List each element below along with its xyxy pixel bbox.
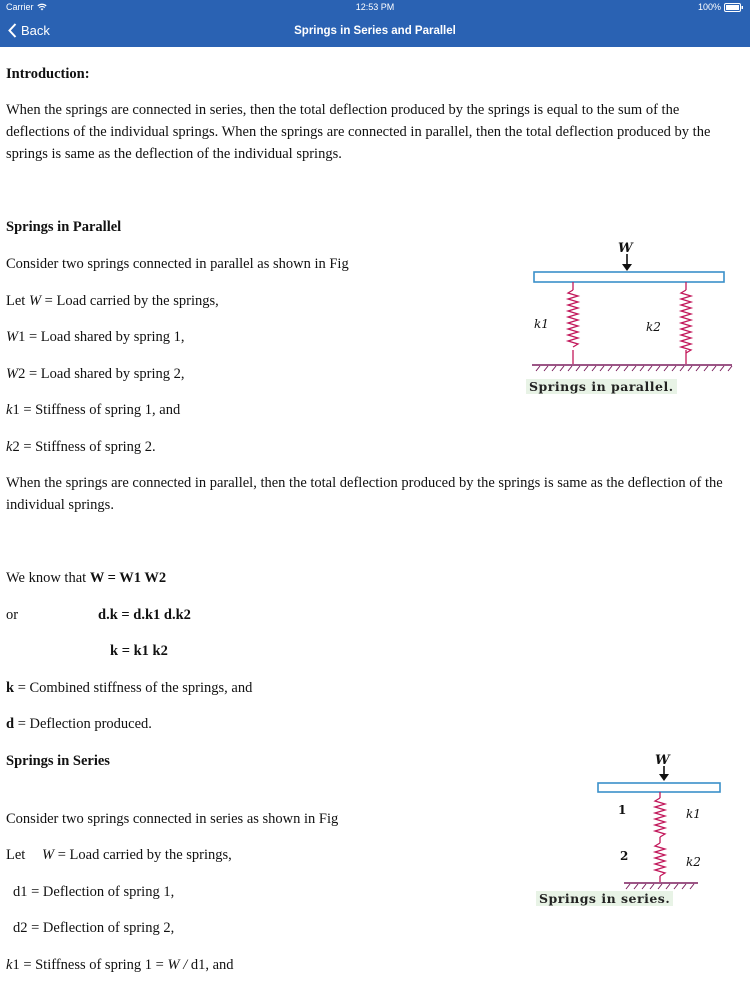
back-button[interactable]	[8, 14, 50, 47]
series-k1-label: k1	[686, 807, 701, 821]
series-line-w: LetW = Load carried by the springs,	[6, 847, 232, 863]
spring-k1	[655, 798, 665, 837]
spring-k1	[568, 282, 578, 364]
series-k2-label: k2	[686, 855, 701, 869]
parallel-line-k1: k1 = Stiffness of spring 1, and	[6, 402, 181, 418]
parallel-note: When the springs are connected in parallel, then the total deflection produced by the springs is same as the deflection of the individual springs.	[6, 475, 723, 513]
battery-percent: 100%	[697, 2, 721, 12]
series-heading: Springs in Series	[6, 752, 110, 769]
parallel-eq1: We know that W = W1 W2	[6, 570, 167, 586]
parallel-k1-label: k1	[534, 317, 549, 331]
parallel-def-k: k = Combined stiffness of the springs, and	[6, 679, 253, 696]
page-title: Springs in Series and Parallel	[294, 24, 456, 37]
series-figure-caption: Springs in series.	[536, 891, 673, 906]
series-line-d1: d1 = Deflection of spring 1,	[13, 883, 175, 900]
spring-k2	[655, 843, 665, 876]
series-springs-figure	[536, 750, 748, 910]
spring-k2	[681, 282, 691, 364]
parallel-load-label: W	[618, 241, 633, 256]
back-label: Back	[21, 23, 50, 38]
navigation-bar	[0, 14, 750, 47]
battery-icon	[724, 3, 744, 12]
parallel-line-k2: k2 = Stiffness of spring 2.	[6, 438, 156, 455]
parallel-springs-figure	[526, 238, 746, 398]
parallel-springs-diagram	[526, 238, 746, 378]
chevron-left-icon	[8, 23, 17, 38]
wifi-icon	[37, 3, 47, 11]
series-line-k1: k1 = Stiffness of spring 1 = W / d1, and	[6, 956, 234, 973]
parallel-heading: Springs in Parallel	[6, 219, 122, 235]
series-springs-diagram	[536, 750, 748, 890]
status-time: 12:53 PM	[355, 2, 395, 12]
parallel-line-w: Let W = Load carried by the springs,	[6, 292, 219, 309]
parallel-def-d: d = Deflection produced.	[6, 716, 152, 732]
parallel-line-w2: W2 = Load shared by spring 2,	[6, 365, 185, 382]
series-line-d2: d2 = Deflection of spring 2,	[13, 920, 175, 936]
series-label-1: 1	[618, 803, 627, 817]
intro-heading: Introduction:	[6, 66, 90, 82]
parallel-eq2: or d.k = d.k1 d.k2	[6, 606, 191, 623]
intro-text: When the springs are connected in series, then the total deflection produced by the springs is equal to the sum of the deflections of the individual springs. When the springs are connected in parallel, then the total deflection produced by the springs is same as the deflection of the individual springs.	[6, 102, 711, 162]
parallel-eq3: k = k1 k2	[110, 643, 168, 659]
parallel-figure-caption: Springs in parallel.	[526, 379, 677, 394]
series-consider: Consider two springs connected in series as shown in Fig	[6, 810, 339, 827]
parallel-line-w1: W1 = Load shared by spring 1,	[6, 329, 185, 345]
series-label-2: 2	[620, 849, 629, 863]
carrier-label: Carrier	[6, 2, 34, 12]
parallel-k2-label: k2	[646, 320, 661, 334]
parallel-consider: Consider two springs connected in parallel as shown in Fig	[6, 256, 349, 272]
status-bar	[0, 0, 750, 14]
series-load-label: W	[655, 753, 670, 768]
